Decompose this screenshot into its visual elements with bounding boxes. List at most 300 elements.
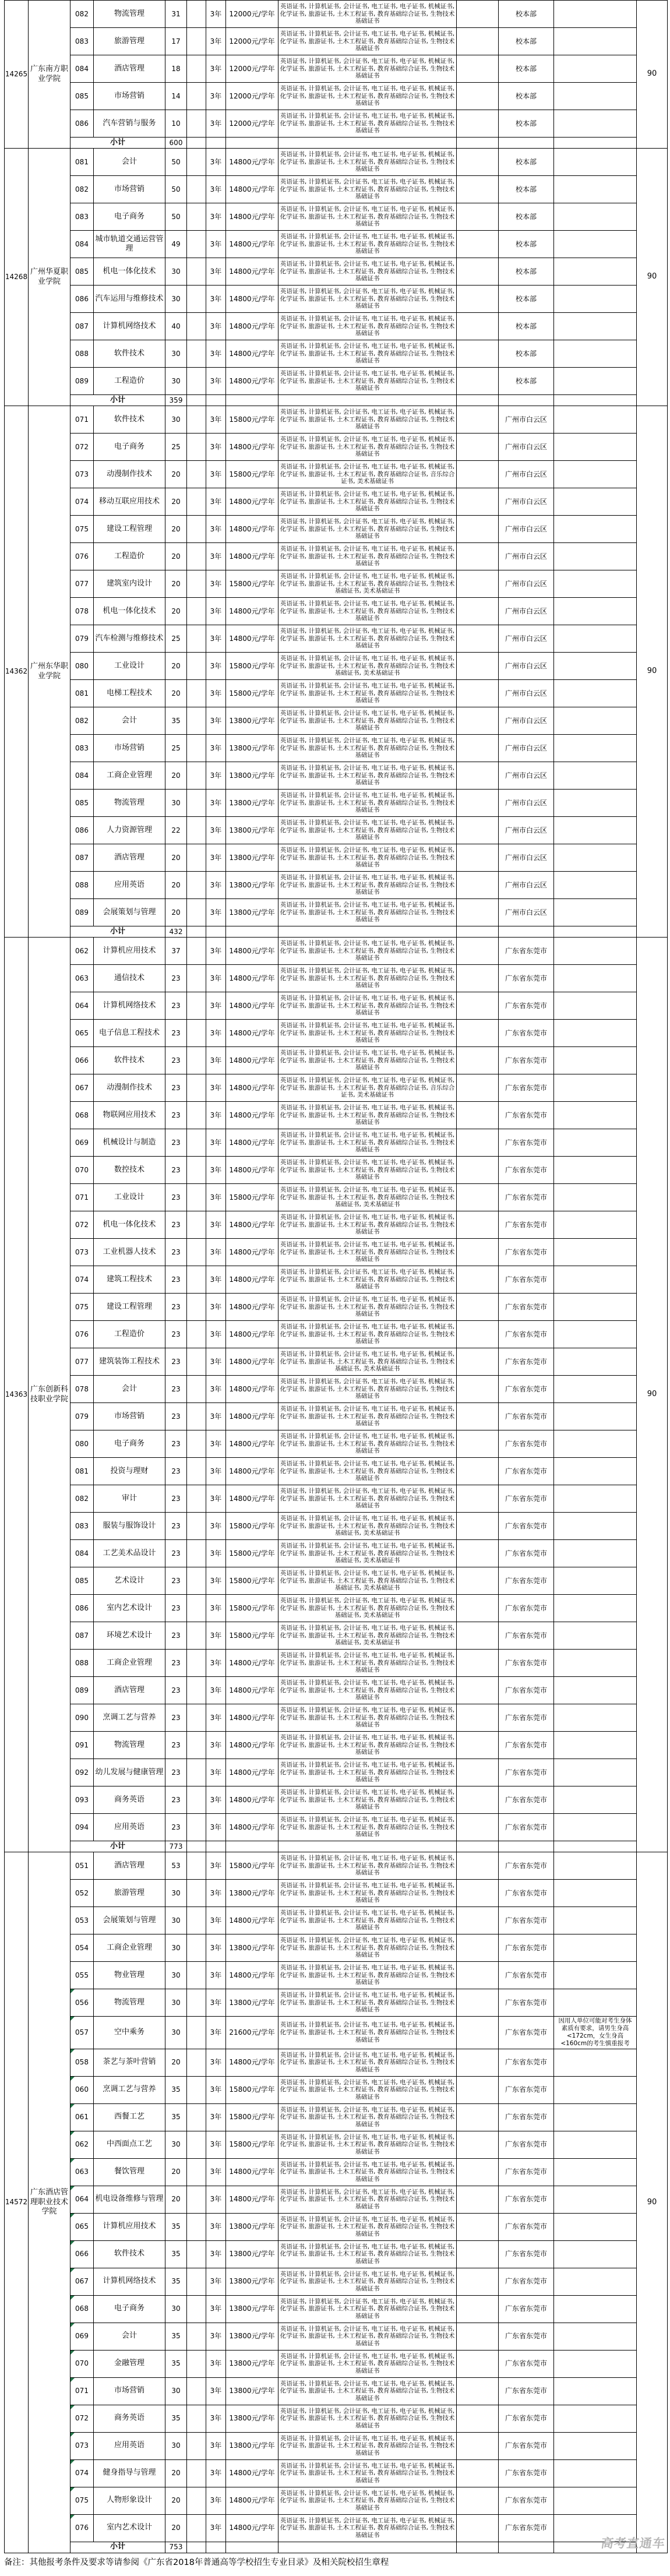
blank-cell bbox=[554, 1841, 637, 1852]
blank-cell bbox=[187, 313, 206, 340]
table-row bbox=[70, 1907, 637, 1934]
table-row bbox=[70, 1485, 637, 1513]
campus-location: 广东省东莞市 bbox=[499, 1540, 554, 1567]
major-code: 076 bbox=[70, 2515, 94, 2542]
blank-cell bbox=[457, 1102, 499, 1129]
certificate-requirements: 英语证书, 计算机证书, 会计证书, 电工证书, 电子证书, 机械证书, 化学证书, 旅游证书, 土木工程证书, 教育基础综合证书, 生物技术基础证书 bbox=[278, 965, 457, 992]
remark bbox=[554, 1157, 637, 1184]
major-name: 会计 bbox=[94, 1376, 165, 1403]
study-years: 3年 bbox=[206, 2049, 226, 2077]
remark bbox=[554, 461, 637, 488]
major-code: 053 bbox=[70, 1907, 94, 1934]
certificate-requirements: 英语证书, 计算机证书, 会计证书, 电工证书, 电子证书, 机械证书, 化学证书, 旅游证书, 土木工程证书, 教育基础综合证书, 生物技术基础证书 bbox=[278, 2159, 457, 2186]
study-years: 3年 bbox=[206, 817, 226, 844]
study-years: 3年 bbox=[206, 1129, 226, 1157]
table-row bbox=[70, 1677, 637, 1704]
table-row bbox=[70, 1294, 637, 1321]
table-row bbox=[70, 1376, 637, 1403]
remark bbox=[554, 2378, 637, 2405]
blank-cell bbox=[457, 2049, 499, 2077]
tuition-fee: 14800元/学年 bbox=[226, 1814, 278, 1841]
plan-count: 17 bbox=[165, 28, 187, 55]
plan-count: 23 bbox=[165, 1759, 187, 1786]
table-row bbox=[70, 1430, 637, 1458]
tuition-fee: 14800元/学年 bbox=[226, 965, 278, 992]
plan-count: 10 bbox=[165, 110, 187, 138]
tuition-fee: 14800元/学年 bbox=[226, 2186, 278, 2214]
remark bbox=[554, 1430, 637, 1458]
tuition-fee: 14800元/学年 bbox=[226, 313, 278, 340]
major-name: 酒店管理 bbox=[94, 55, 165, 83]
tuition-fee: 15800元/学年 bbox=[226, 2131, 278, 2159]
blank-cell bbox=[457, 2515, 499, 2542]
remark bbox=[554, 1622, 637, 1650]
table-row bbox=[70, 203, 637, 231]
major-code: 083 bbox=[70, 1513, 94, 1540]
campus-location: 广东省东莞市 bbox=[499, 1157, 554, 1184]
table-row bbox=[70, 680, 637, 707]
certificate-requirements: 英语证书, 计算机证书, 会计证书, 电工证书, 电子证书, 机械证书, 化学证书, 旅游证书, 土木工程证书, 教育基础综合证书, 生物技术基础证书 bbox=[278, 598, 457, 625]
certificate-requirements: 英语证书, 计算机证书, 会计证书, 电工证书, 电子证书, 机械证书, 化学证书, 旅游证书, 土木工程证书, 教育基础综合证书, 生物技术基础证书 bbox=[278, 2186, 457, 2214]
campus-location: 广东省东莞市 bbox=[499, 1622, 554, 1650]
comment-marker-icon bbox=[70, 2487, 75, 2492]
blank-cell bbox=[187, 2378, 206, 2405]
major-name: 建筑室内设计 bbox=[94, 570, 165, 598]
certificate-requirements: 英语证书, 计算机证书, 会计证书, 电工证书, 电子证书, 机械证书, 化学证书, 旅游证书, 土木工程证书, 教育基础综合证书, 生物技术基础证书 bbox=[278, 2131, 457, 2159]
table-row bbox=[70, 735, 637, 762]
blank-cell bbox=[187, 340, 206, 368]
blank-cell bbox=[457, 313, 499, 340]
remark bbox=[554, 992, 637, 1020]
blank-cell bbox=[187, 598, 206, 625]
remark bbox=[554, 203, 637, 231]
campus-location: 广东省东莞市 bbox=[499, 2487, 554, 2515]
major-name: 会展策划与管理 bbox=[94, 899, 165, 926]
major-code: 078 bbox=[70, 598, 94, 625]
tuition-fee: 14800元/学年 bbox=[226, 598, 278, 625]
table-row bbox=[70, 83, 637, 110]
major-code: 083 bbox=[70, 735, 94, 762]
certificate-requirements: 英语证书, 计算机证书, 会计证书, 电工证书, 电子证书, 机械证书, 化学证书, 旅游证书, 土木工程证书, 教育基础综合证书, 生物技术基础证书 bbox=[278, 2104, 457, 2131]
blank-cell bbox=[187, 1814, 206, 1841]
blank-cell bbox=[457, 844, 499, 872]
plan-count: 30 bbox=[165, 790, 187, 817]
certificate-requirements: 英语证书, 计算机证书, 会计证书, 电工证书, 电子证书, 机械证书, 化学证书, 旅游证书, 土木工程证书, 教育基础综合证书, 生物技术基础证书 bbox=[278, 1157, 457, 1184]
blank-cell bbox=[187, 992, 206, 1020]
certificate-requirements: 英语证书, 计算机证书, 会计证书, 电工证书, 电子证书, 机械证书, 化学证书, 旅游证书, 土木工程证书, 教育基础综合证书, 生物技术基础证书 bbox=[278, 2323, 457, 2351]
plan-count: 23 bbox=[165, 1540, 187, 1567]
subtotal-count: 359 bbox=[165, 395, 187, 406]
major-name: 人力资源管理 bbox=[94, 817, 165, 844]
tuition-fee: 14800元/学年 bbox=[226, 516, 278, 543]
major-name: 工程造价 bbox=[94, 543, 165, 570]
tuition-fee: 13800元/学年 bbox=[226, 899, 278, 926]
major-name: 物流管理 bbox=[94, 790, 165, 817]
blank-cell bbox=[457, 2378, 499, 2405]
tuition-fee: 15800元/学年 bbox=[226, 2104, 278, 2131]
major-code: 081 bbox=[70, 149, 94, 176]
major-code: 065 bbox=[70, 2214, 94, 2241]
remark bbox=[554, 1020, 637, 1047]
major-name: 艺术设计 bbox=[94, 1567, 165, 1595]
major-name: 软件技术 bbox=[94, 2241, 165, 2268]
tuition-fee: 13800元/学年 bbox=[226, 2268, 278, 2296]
tuition-fee: 14800元/学年 bbox=[226, 2460, 278, 2487]
tuition-fee: 14800元/学年 bbox=[226, 1759, 278, 1786]
campus-location: 广东省东莞市 bbox=[499, 2351, 554, 2378]
remark bbox=[554, 1239, 637, 1266]
tuition-fee: 15800元/学年 bbox=[226, 653, 278, 680]
study-years: 3年 bbox=[206, 1102, 226, 1129]
certificate-requirements: 英语证书, 计算机证书, 会计证书, 电工证书, 电子证书, 机械证书, 化学证书, 旅游证书, 土木工程证书, 教育基础综合证书, 生物技术基础证书 bbox=[278, 1211, 457, 1239]
certificate-requirements: 英语证书, 计算机证书, 会计证书, 电工证书, 电子证书, 机械证书, 化学证书, 旅游证书, 土木工程证书, 教育基础综合证书, 生物技术基础证书 bbox=[278, 1880, 457, 1907]
major-name: 软件技术 bbox=[94, 1047, 165, 1074]
table-row bbox=[70, 231, 637, 258]
remark: 因用人单位可能对考生身体素质有要求，请男生身高<172cm，女生身高<160cm的考生慎重报考 bbox=[554, 2017, 637, 2049]
blank-cell bbox=[187, 1430, 206, 1458]
tuition-fee: 13800元/学年 bbox=[226, 872, 278, 899]
table-row bbox=[70, 286, 637, 313]
tuition-fee: 14800元/学年 bbox=[226, 1677, 278, 1704]
remark bbox=[554, 1934, 637, 1962]
tuition-fee: 14800元/学年 bbox=[226, 2049, 278, 2077]
certificate-requirements: 英语证书, 计算机证书, 会计证书, 电工证书, 电子证书, 机械证书, 化学证书, 旅游证书, 土木工程证书, 教育基础综合证书, 生物技术基础证书 bbox=[278, 1907, 457, 1934]
certificate-requirements: 英语证书, 计算机证书, 会计证书, 电工证书, 电子证书, 机械证书, 化学证书, 旅游证书, 土木工程证书, 教育基础综合证书, 生物技术基础证书, 美术基础证书 bbox=[278, 1540, 457, 1567]
plan-count: 23 bbox=[165, 1650, 187, 1677]
major-name: 计算机应用技术 bbox=[94, 2214, 165, 2241]
plan-count: 20 bbox=[165, 516, 187, 543]
table-row bbox=[70, 1129, 637, 1157]
blank-cell bbox=[226, 1841, 278, 1852]
table-row bbox=[70, 1458, 637, 1485]
major-code: 065 bbox=[70, 1020, 94, 1047]
blank-cell bbox=[457, 1732, 499, 1759]
school-group bbox=[5, 406, 668, 938]
major-name: 建筑工程技术 bbox=[94, 1266, 165, 1294]
min-score: 90 bbox=[637, 406, 668, 938]
major-code: 064 bbox=[70, 2186, 94, 2214]
campus-location: 广东省东莞市 bbox=[499, 1852, 554, 1880]
blank-cell bbox=[187, 1047, 206, 1074]
study-years: 3年 bbox=[206, 1934, 226, 1962]
blank-cell bbox=[187, 2460, 206, 2487]
plan-count: 23 bbox=[165, 1814, 187, 1841]
table-row bbox=[70, 1962, 637, 1989]
blank-cell bbox=[187, 1184, 206, 1211]
campus-location: 广东省东莞市 bbox=[499, 2241, 554, 2268]
blank-cell bbox=[457, 872, 499, 899]
major-code: 081 bbox=[70, 680, 94, 707]
major-name: 电子商务 bbox=[94, 434, 165, 461]
study-years: 3年 bbox=[206, 872, 226, 899]
plan-count: 23 bbox=[165, 1403, 187, 1430]
min-score: 90 bbox=[637, 1, 668, 149]
study-years: 3年 bbox=[206, 1266, 226, 1294]
certificate-requirements: 英语证书, 计算机证书, 会计证书, 电工证书, 电子证书, 机械证书, 化学证书, 旅游证书, 土木工程证书, 教育基础综合证书, 生物技术基础证书 bbox=[278, 2268, 457, 2296]
major-name: 汽车运用与维修技术 bbox=[94, 286, 165, 313]
plan-count: 18 bbox=[165, 55, 187, 83]
plan-count: 25 bbox=[165, 434, 187, 461]
subtotal-label: 小计 bbox=[70, 2542, 165, 2553]
campus-location: 广东省东莞市 bbox=[499, 1129, 554, 1157]
subtotal-row bbox=[70, 1841, 637, 1852]
table-row bbox=[70, 461, 637, 488]
major-name: 电子商务 bbox=[94, 203, 165, 231]
blank-cell bbox=[499, 138, 554, 149]
table-row bbox=[70, 2104, 637, 2131]
certificate-requirements: 英语证书, 计算机证书, 会计证书, 电工证书, 电子证书, 机械证书, 化学证书, 旅游证书, 土木工程证书, 教育基础综合证书, 生物技术基础证书 bbox=[278, 1020, 457, 1047]
certificate-requirements: 英语证书, 计算机证书, 会计证书, 电工证书, 电子证书, 机械证书, 化学证书, 旅游证书, 土木工程证书, 教育基础综合证书, 生物技术基础证书 bbox=[278, 1852, 457, 1880]
campus-location: 广东省东莞市 bbox=[499, 1430, 554, 1458]
campus-location: 广州市白云区 bbox=[499, 790, 554, 817]
blank-cell bbox=[187, 1458, 206, 1485]
study-years: 3年 bbox=[206, 735, 226, 762]
blank-cell bbox=[457, 1677, 499, 1704]
blank-cell bbox=[187, 1650, 206, 1677]
blank-cell bbox=[457, 1595, 499, 1622]
school-code: 14363 bbox=[5, 938, 29, 1852]
plan-count: 20 bbox=[165, 653, 187, 680]
major-code: 072 bbox=[70, 434, 94, 461]
blank-cell bbox=[187, 149, 206, 176]
major-name: 室内艺术设计 bbox=[94, 1595, 165, 1622]
major-name: 电子商务 bbox=[94, 1430, 165, 1458]
study-years: 3年 bbox=[206, 1880, 226, 1907]
tuition-fee: 14800元/学年 bbox=[226, 203, 278, 231]
certificate-requirements: 英语证书, 计算机证书, 会计证书, 电工证书, 电子证书, 机械证书, 化学证书, 旅游证书, 土木工程证书, 教育基础综合证书, 生物技术基础证书 bbox=[278, 1239, 457, 1266]
table-row bbox=[70, 1786, 637, 1814]
blank-cell bbox=[187, 2077, 206, 2104]
blank-cell bbox=[554, 926, 637, 938]
watermark: 高考直通车 bbox=[600, 2536, 667, 2550]
remark bbox=[554, 1376, 637, 1403]
blank-cell bbox=[187, 1102, 206, 1129]
major-name: 会计 bbox=[94, 707, 165, 735]
blank-cell bbox=[457, 1989, 499, 2017]
certificate-requirements: 英语证书, 计算机证书, 会计证书, 电工证书, 电子证书, 机械证书, 化学证书, 旅游证书, 土木工程证书, 教育基础综合证书, 生物技术基础证书 bbox=[278, 762, 457, 790]
blank-cell bbox=[278, 395, 457, 406]
tuition-fee: 14800元/学年 bbox=[226, 1962, 278, 1989]
blank-cell bbox=[554, 138, 637, 149]
major-code: 069 bbox=[70, 1129, 94, 1157]
subtotal-row bbox=[70, 138, 637, 149]
table-row bbox=[70, 899, 637, 926]
blank-cell bbox=[187, 790, 206, 817]
remark bbox=[554, 1732, 637, 1759]
school-code: 14572 bbox=[5, 1852, 29, 2553]
major-code: 068 bbox=[70, 2296, 94, 2323]
major-name: 工业设计 bbox=[94, 653, 165, 680]
blank-cell bbox=[187, 203, 206, 231]
plan-count: 20 bbox=[165, 461, 187, 488]
blank-cell bbox=[206, 1841, 226, 1852]
blank-cell bbox=[457, 543, 499, 570]
major-name: 物业管理 bbox=[94, 1962, 165, 1989]
tuition-fee: 14800元/学年 bbox=[226, 368, 278, 395]
table-row bbox=[70, 313, 637, 340]
certificate-requirements: 英语证书, 计算机证书, 会计证书, 电工证书, 电子证书, 机械证书, 化学证书, 旅游证书, 土木工程证书, 教育基础综合证书, 生物技术基础证书 bbox=[278, 543, 457, 570]
major-code: 077 bbox=[70, 1348, 94, 1376]
tuition-fee: 14800元/学年 bbox=[226, 2487, 278, 2515]
campus-location: 校本部 bbox=[499, 286, 554, 313]
tuition-fee: 14800元/学年 bbox=[226, 1102, 278, 1129]
campus-location: 广东省东莞市 bbox=[499, 2378, 554, 2405]
major-name: 数控技术 bbox=[94, 1157, 165, 1184]
remark bbox=[554, 899, 637, 926]
campus-location: 广东省东莞市 bbox=[499, 1907, 554, 1934]
blank-cell bbox=[457, 2296, 499, 2323]
plan-count: 30 bbox=[165, 258, 187, 286]
certificate-requirements: 英语证书, 计算机证书, 会计证书, 电工证书, 电子证书, 机械证书, 化学证书, 旅游证书, 土木工程证书, 教育基础综合证书, 生物技术基础证书 bbox=[278, 2378, 457, 2405]
school-code: 14362 bbox=[5, 406, 29, 938]
campus-location: 广东省东莞市 bbox=[499, 1786, 554, 1814]
study-years: 3年 bbox=[206, 83, 226, 110]
blank-cell bbox=[226, 395, 278, 406]
blank-cell bbox=[187, 1, 206, 28]
blank-cell bbox=[554, 395, 637, 406]
major-code: 058 bbox=[70, 2049, 94, 2077]
blank-cell bbox=[187, 817, 206, 844]
tuition-fee: 14800元/学年 bbox=[226, 1239, 278, 1266]
major-name: 空中乘务 bbox=[94, 2017, 165, 2049]
blank-cell bbox=[457, 2241, 499, 2268]
major-code: 055 bbox=[70, 1962, 94, 1989]
certificate-requirements: 英语证书, 计算机证书, 会计证书, 电工证书, 电子证书, 机械证书, 化学证书, 旅游证书, 土木工程证书, 教育基础综合证书, 生物技术基础证书 bbox=[278, 258, 457, 286]
table-row bbox=[70, 1, 637, 28]
blank-cell bbox=[457, 149, 499, 176]
major-name: 中西面点工艺 bbox=[94, 2131, 165, 2159]
campus-location: 广州市白云区 bbox=[499, 461, 554, 488]
campus-location: 广东省东莞市 bbox=[499, 1184, 554, 1211]
table-row bbox=[70, 1321, 637, 1348]
blank-cell bbox=[457, 1485, 499, 1513]
major-name: 工艺美术品设计 bbox=[94, 1540, 165, 1567]
campus-location: 广东省东莞市 bbox=[499, 2077, 554, 2104]
remark bbox=[554, 1852, 637, 1880]
table-row bbox=[70, 992, 637, 1020]
major-rows bbox=[70, 1, 637, 149]
campus-location: 校本部 bbox=[499, 1, 554, 28]
blank-cell bbox=[457, 1047, 499, 1074]
remark bbox=[554, 790, 637, 817]
blank-cell bbox=[457, 1129, 499, 1157]
blank-cell bbox=[187, 1239, 206, 1266]
study-years: 3年 bbox=[206, 790, 226, 817]
blank-cell bbox=[187, 1934, 206, 1962]
major-code: 073 bbox=[70, 2433, 94, 2460]
campus-location: 广州市白云区 bbox=[499, 598, 554, 625]
campus-location: 广州市白云区 bbox=[499, 488, 554, 516]
tuition-fee: 15800元/学年 bbox=[226, 1567, 278, 1595]
major-code: 087 bbox=[70, 313, 94, 340]
remark bbox=[554, 1513, 637, 1540]
major-name: 计算机网络技术 bbox=[94, 992, 165, 1020]
plan-count: 30 bbox=[165, 2433, 187, 2460]
study-years: 3年 bbox=[206, 1403, 226, 1430]
blank-cell bbox=[457, 2186, 499, 2214]
blank-cell bbox=[457, 258, 499, 286]
tuition-fee: 15800元/学年 bbox=[226, 406, 278, 434]
blank-cell bbox=[278, 138, 457, 149]
blank-cell bbox=[457, 1513, 499, 1540]
comment-marker-icon bbox=[70, 2433, 75, 2437]
table-row bbox=[70, 1880, 637, 1907]
tuition-fee: 14800元/学年 bbox=[226, 1129, 278, 1157]
remark bbox=[554, 1184, 637, 1211]
major-code: 082 bbox=[70, 1485, 94, 1513]
table-row bbox=[70, 1540, 637, 1567]
major-code: 066 bbox=[70, 1047, 94, 1074]
certificate-requirements: 英语证书, 计算机证书, 会计证书, 电工证书, 电子证书, 机械证书, 化学证书, 旅游证书, 土木工程证书, 教育基础综合证书, 生物技术基础证书 bbox=[278, 2077, 457, 2104]
plan-count: 30 bbox=[165, 406, 187, 434]
major-code: 064 bbox=[70, 992, 94, 1020]
major-name: 建设工程管理 bbox=[94, 516, 165, 543]
major-name: 汽车检测与维修技术 bbox=[94, 625, 165, 653]
plan-count: 31 bbox=[165, 1, 187, 28]
major-code: 078 bbox=[70, 1376, 94, 1403]
major-code: 077 bbox=[70, 570, 94, 598]
plan-count: 53 bbox=[165, 1852, 187, 1880]
blank-cell bbox=[187, 1129, 206, 1157]
campus-location: 广东省东莞市 bbox=[499, 2131, 554, 2159]
study-years: 3年 bbox=[206, 203, 226, 231]
comment-marker-icon bbox=[70, 2460, 75, 2464]
certificate-requirements: 英语证书, 计算机证书, 会计证书, 电工证书, 电子证书, 机械证书, 化学证书, 旅游证书, 土木工程证书, 教育基础综合证书, 生物技术基础证书 bbox=[278, 1458, 457, 1485]
certificate-requirements: 英语证书, 计算机证书, 会计证书, 电工证书, 电子证书, 机械证书, 化学证书, 旅游证书, 土木工程证书, 教育基础综合证书, 生物技术基础证书 bbox=[278, 149, 457, 176]
blank-cell bbox=[187, 1485, 206, 1513]
remark bbox=[554, 844, 637, 872]
blank-cell bbox=[187, 406, 206, 434]
campus-location: 校本部 bbox=[499, 340, 554, 368]
blank-cell bbox=[187, 2405, 206, 2433]
major-name: 物联网应用技术 bbox=[94, 1102, 165, 1129]
study-years: 3年 bbox=[206, 110, 226, 138]
remark bbox=[554, 286, 637, 313]
blank-cell bbox=[187, 1759, 206, 1786]
certificate-requirements: 英语证书, 计算机证书, 会计证书, 电工证书, 电子证书, 机械证书, 化学证书, 旅游证书, 土木工程证书, 教育基础综合证书, 生物技术基础证书 bbox=[278, 55, 457, 83]
blank-cell bbox=[457, 1020, 499, 1047]
blank-cell bbox=[187, 872, 206, 899]
major-code: 054 bbox=[70, 1934, 94, 1962]
blank-cell bbox=[187, 1841, 206, 1852]
study-years: 3年 bbox=[206, 2405, 226, 2433]
campus-location: 广东省东莞市 bbox=[499, 938, 554, 965]
comment-marker-icon bbox=[70, 2049, 75, 2053]
blank-cell bbox=[187, 1677, 206, 1704]
blank-cell bbox=[187, 899, 206, 926]
major-code: 080 bbox=[70, 1430, 94, 1458]
blank-cell bbox=[187, 110, 206, 138]
plan-count: 20 bbox=[165, 2487, 187, 2515]
blank-cell bbox=[206, 926, 226, 938]
major-code: 089 bbox=[70, 899, 94, 926]
campus-location: 广东省东莞市 bbox=[499, 1934, 554, 1962]
remark bbox=[554, 488, 637, 516]
certificate-requirements: 英语证书, 计算机证书, 会计证书, 电工证书, 电子证书, 机械证书, 化学证书, 旅游证书, 土木工程证书, 教育基础综合证书, 生物技术基础证书 bbox=[278, 1129, 457, 1157]
major-code: 086 bbox=[70, 286, 94, 313]
major-name: 人物形象设计 bbox=[94, 2487, 165, 2515]
comment-marker-icon bbox=[70, 2378, 75, 2382]
tuition-fee: 14800元/学年 bbox=[226, 149, 278, 176]
certificate-requirements: 英语证书, 计算机证书, 会计证书, 电工证书, 电子证书, 机械证书, 化学证书, 旅游证书, 土木工程证书, 教育基础综合证书, 生物技术基础证书, 美术基础证书 bbox=[278, 1622, 457, 1650]
blank-cell bbox=[187, 1266, 206, 1294]
blank-cell bbox=[457, 1458, 499, 1485]
blank-cell bbox=[457, 2214, 499, 2241]
tuition-fee: 14800元/学年 bbox=[226, 2159, 278, 2186]
min-score: 90 bbox=[637, 1852, 668, 2553]
certificate-requirements: 英语证书, 计算机证书, 会计证书, 电工证书, 电子证书, 机械证书, 化学证书, 旅游证书, 土木工程证书, 教育基础综合证书, 生物技术基础证书, 美术基础证书 bbox=[278, 1595, 457, 1622]
major-name: 动漫制作技术 bbox=[94, 1074, 165, 1102]
